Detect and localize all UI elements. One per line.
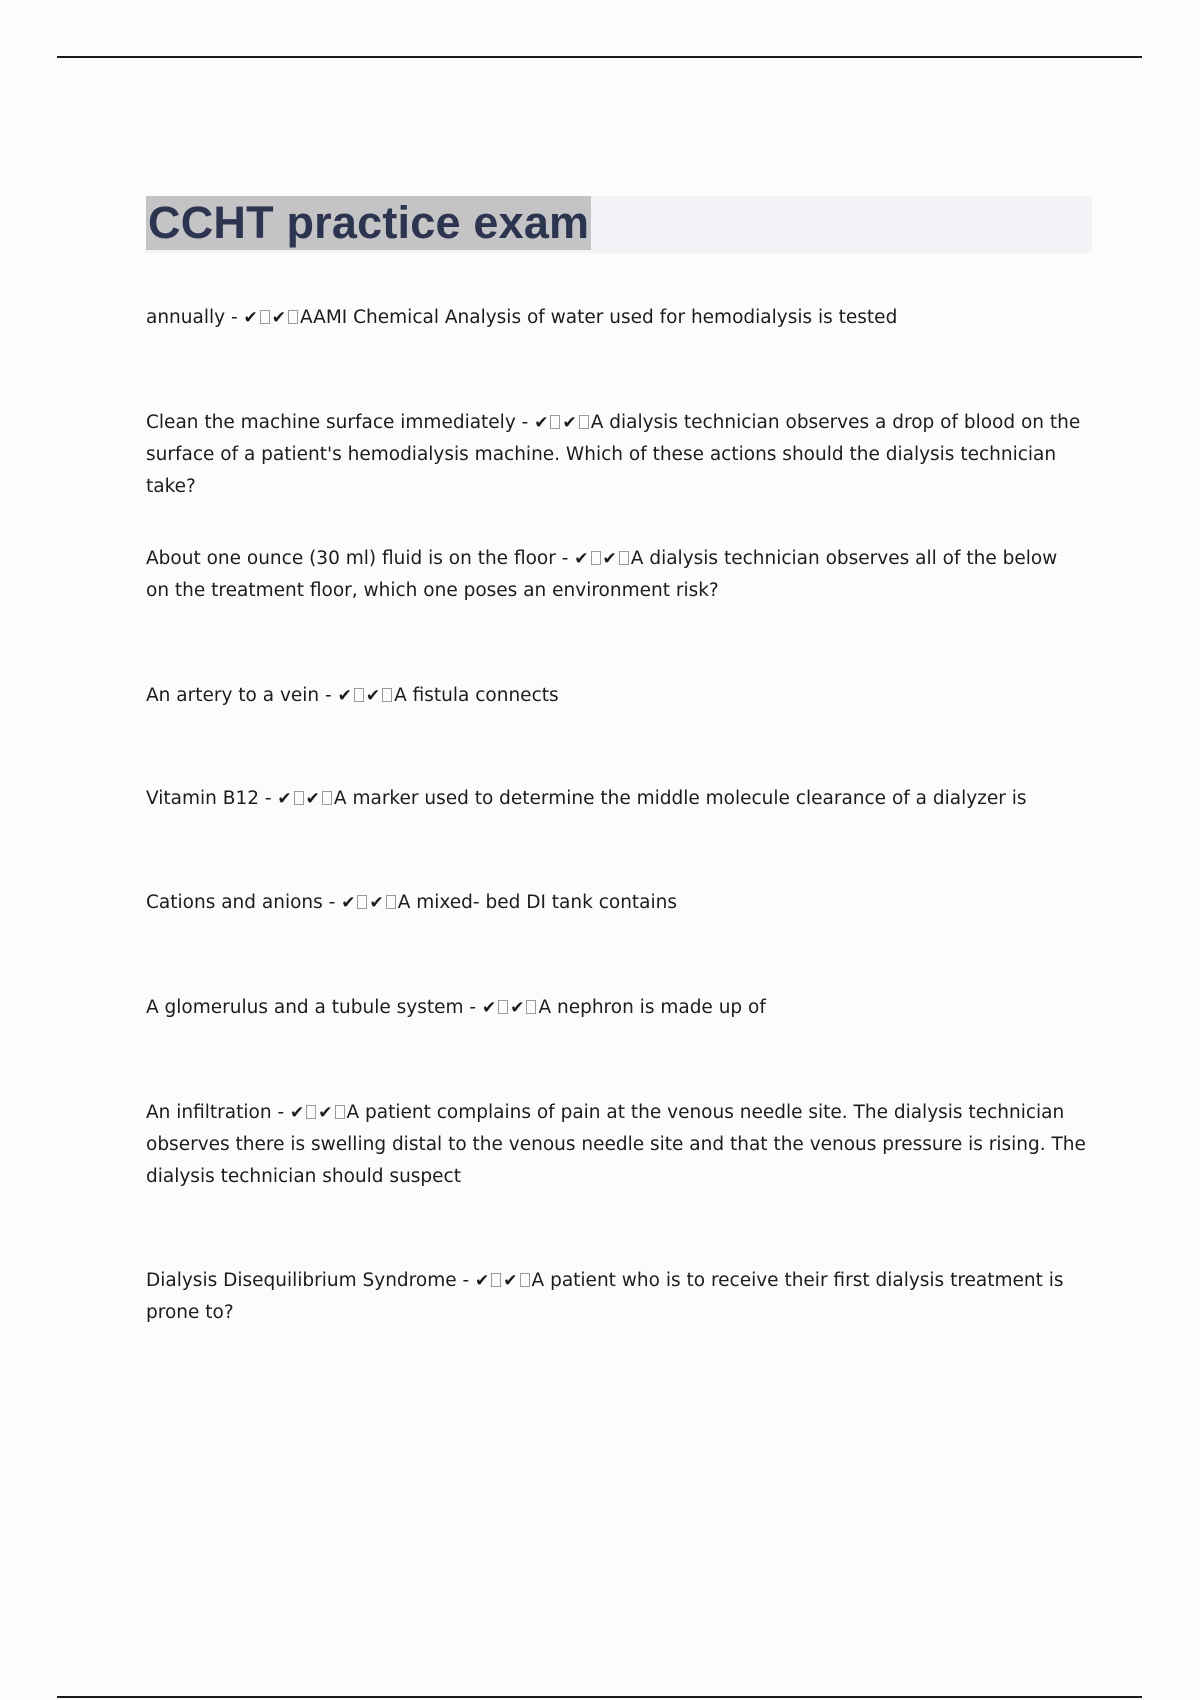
box-icon — [520, 1273, 530, 1287]
separator: - — [271, 1102, 290, 1123]
check-icon: ✔ — [574, 549, 589, 569]
question-text: AAMI Chemical Analysis of water used for hemodialysis is tested — [300, 307, 898, 328]
check-icon: ✔ — [365, 686, 381, 706]
check-icon: ✔ — [369, 893, 384, 913]
check-icon: ✔ — [503, 1271, 518, 1291]
check-icon: ✔ — [337, 686, 352, 706]
separator: - — [456, 1270, 476, 1291]
box-icon — [491, 1273, 501, 1287]
check-icon: ✔ — [510, 998, 525, 1018]
answer-text: Vitamin B12 — [146, 788, 259, 809]
box-icon — [288, 310, 298, 324]
box-icon — [335, 1105, 345, 1119]
separator: - — [555, 548, 575, 569]
page-title: CCHT practice exam — [148, 197, 590, 248]
question-text: A patient who is to receive their first dialysis treatment is prone to? — [146, 1270, 1064, 1323]
box-icon — [354, 688, 364, 702]
box-icon — [294, 791, 304, 805]
separator: - — [319, 685, 338, 706]
check-icon: ✔ — [341, 893, 356, 913]
answer-text: Dialysis Disequilibrium Syndrome — [146, 1270, 457, 1291]
answer-text: An infiltration — [146, 1102, 272, 1123]
separator: - — [322, 892, 342, 913]
box-icon — [526, 1000, 536, 1014]
answer-text: Cations and anions — [146, 892, 323, 913]
box-icon — [619, 551, 629, 565]
qa-entry — [146, 783, 1086, 815]
separator: - — [463, 997, 482, 1018]
separator: - — [225, 307, 244, 328]
qa-entry — [146, 1097, 1086, 1193]
check-icon: ✔ — [318, 1103, 333, 1123]
check-icon: ✔ — [277, 789, 292, 809]
check-icon: ✔ — [305, 789, 320, 809]
top-rule — [57, 56, 1142, 58]
check-icon: ✔ — [562, 413, 577, 433]
check-icon: ✔ — [534, 413, 549, 433]
check-icon: ✔ — [243, 308, 258, 328]
check-icon: ✔ — [290, 1103, 305, 1123]
bottom-rule — [57, 1696, 1142, 1698]
check-icon: ✔ — [602, 549, 617, 569]
box-icon — [306, 1105, 316, 1119]
box-icon — [550, 415, 560, 429]
qa-entry — [146, 992, 1086, 1024]
box-icon — [322, 791, 332, 805]
box-icon — [260, 310, 270, 324]
check-icon: ✔ — [271, 308, 287, 328]
question-text: A dialysis technician observes a drop of blood on the surface of a patient's hemodialysis machine. Which of these actions should the dialysis technician take? — [146, 412, 1081, 497]
question-text: A nephron is made up of — [538, 997, 766, 1018]
question-text: A dialysis technician observes all of the below on the treatment floor, which one poses an environment risk? — [146, 548, 1058, 601]
question-text: A fistula connects — [394, 685, 559, 706]
question-text: A marker used to determine the middle molecule clearance of a dialyzer is — [333, 788, 1027, 809]
separator: - — [258, 788, 278, 809]
qa-entry — [146, 302, 1086, 334]
answer-text: An artery to a vein — [146, 685, 320, 706]
box-icon — [357, 895, 367, 909]
qa-entry — [146, 407, 1086, 503]
answer-text: About one ounce (30 ml) fluid is on the floor — [146, 548, 556, 569]
qa-entry — [146, 543, 1086, 607]
box-icon — [498, 1000, 508, 1014]
answer-text: annually — [146, 307, 226, 328]
box-icon — [382, 688, 392, 702]
check-icon: ✔ — [481, 998, 497, 1018]
box-icon — [579, 415, 589, 429]
separator: - — [515, 412, 535, 433]
qa-entry — [146, 680, 1086, 712]
box-icon — [591, 551, 601, 565]
check-icon: ✔ — [475, 1271, 490, 1291]
qa-entry — [146, 887, 1086, 919]
qa-entry — [146, 1265, 1086, 1329]
box-icon — [386, 895, 396, 909]
question-text: A mixed- bed DI tank contains — [397, 892, 678, 913]
question-text: A patient complains of pain at the venous needle site. The dialysis technician observes there is swelling distal to the venous needle site and that the venous pressure is rising. The dialysis technician should suspect — [146, 1102, 1086, 1187]
answer-text: Clean the machine surface immediately — [146, 412, 516, 433]
answer-text: A glomerulus and a tubule system — [146, 997, 464, 1018]
